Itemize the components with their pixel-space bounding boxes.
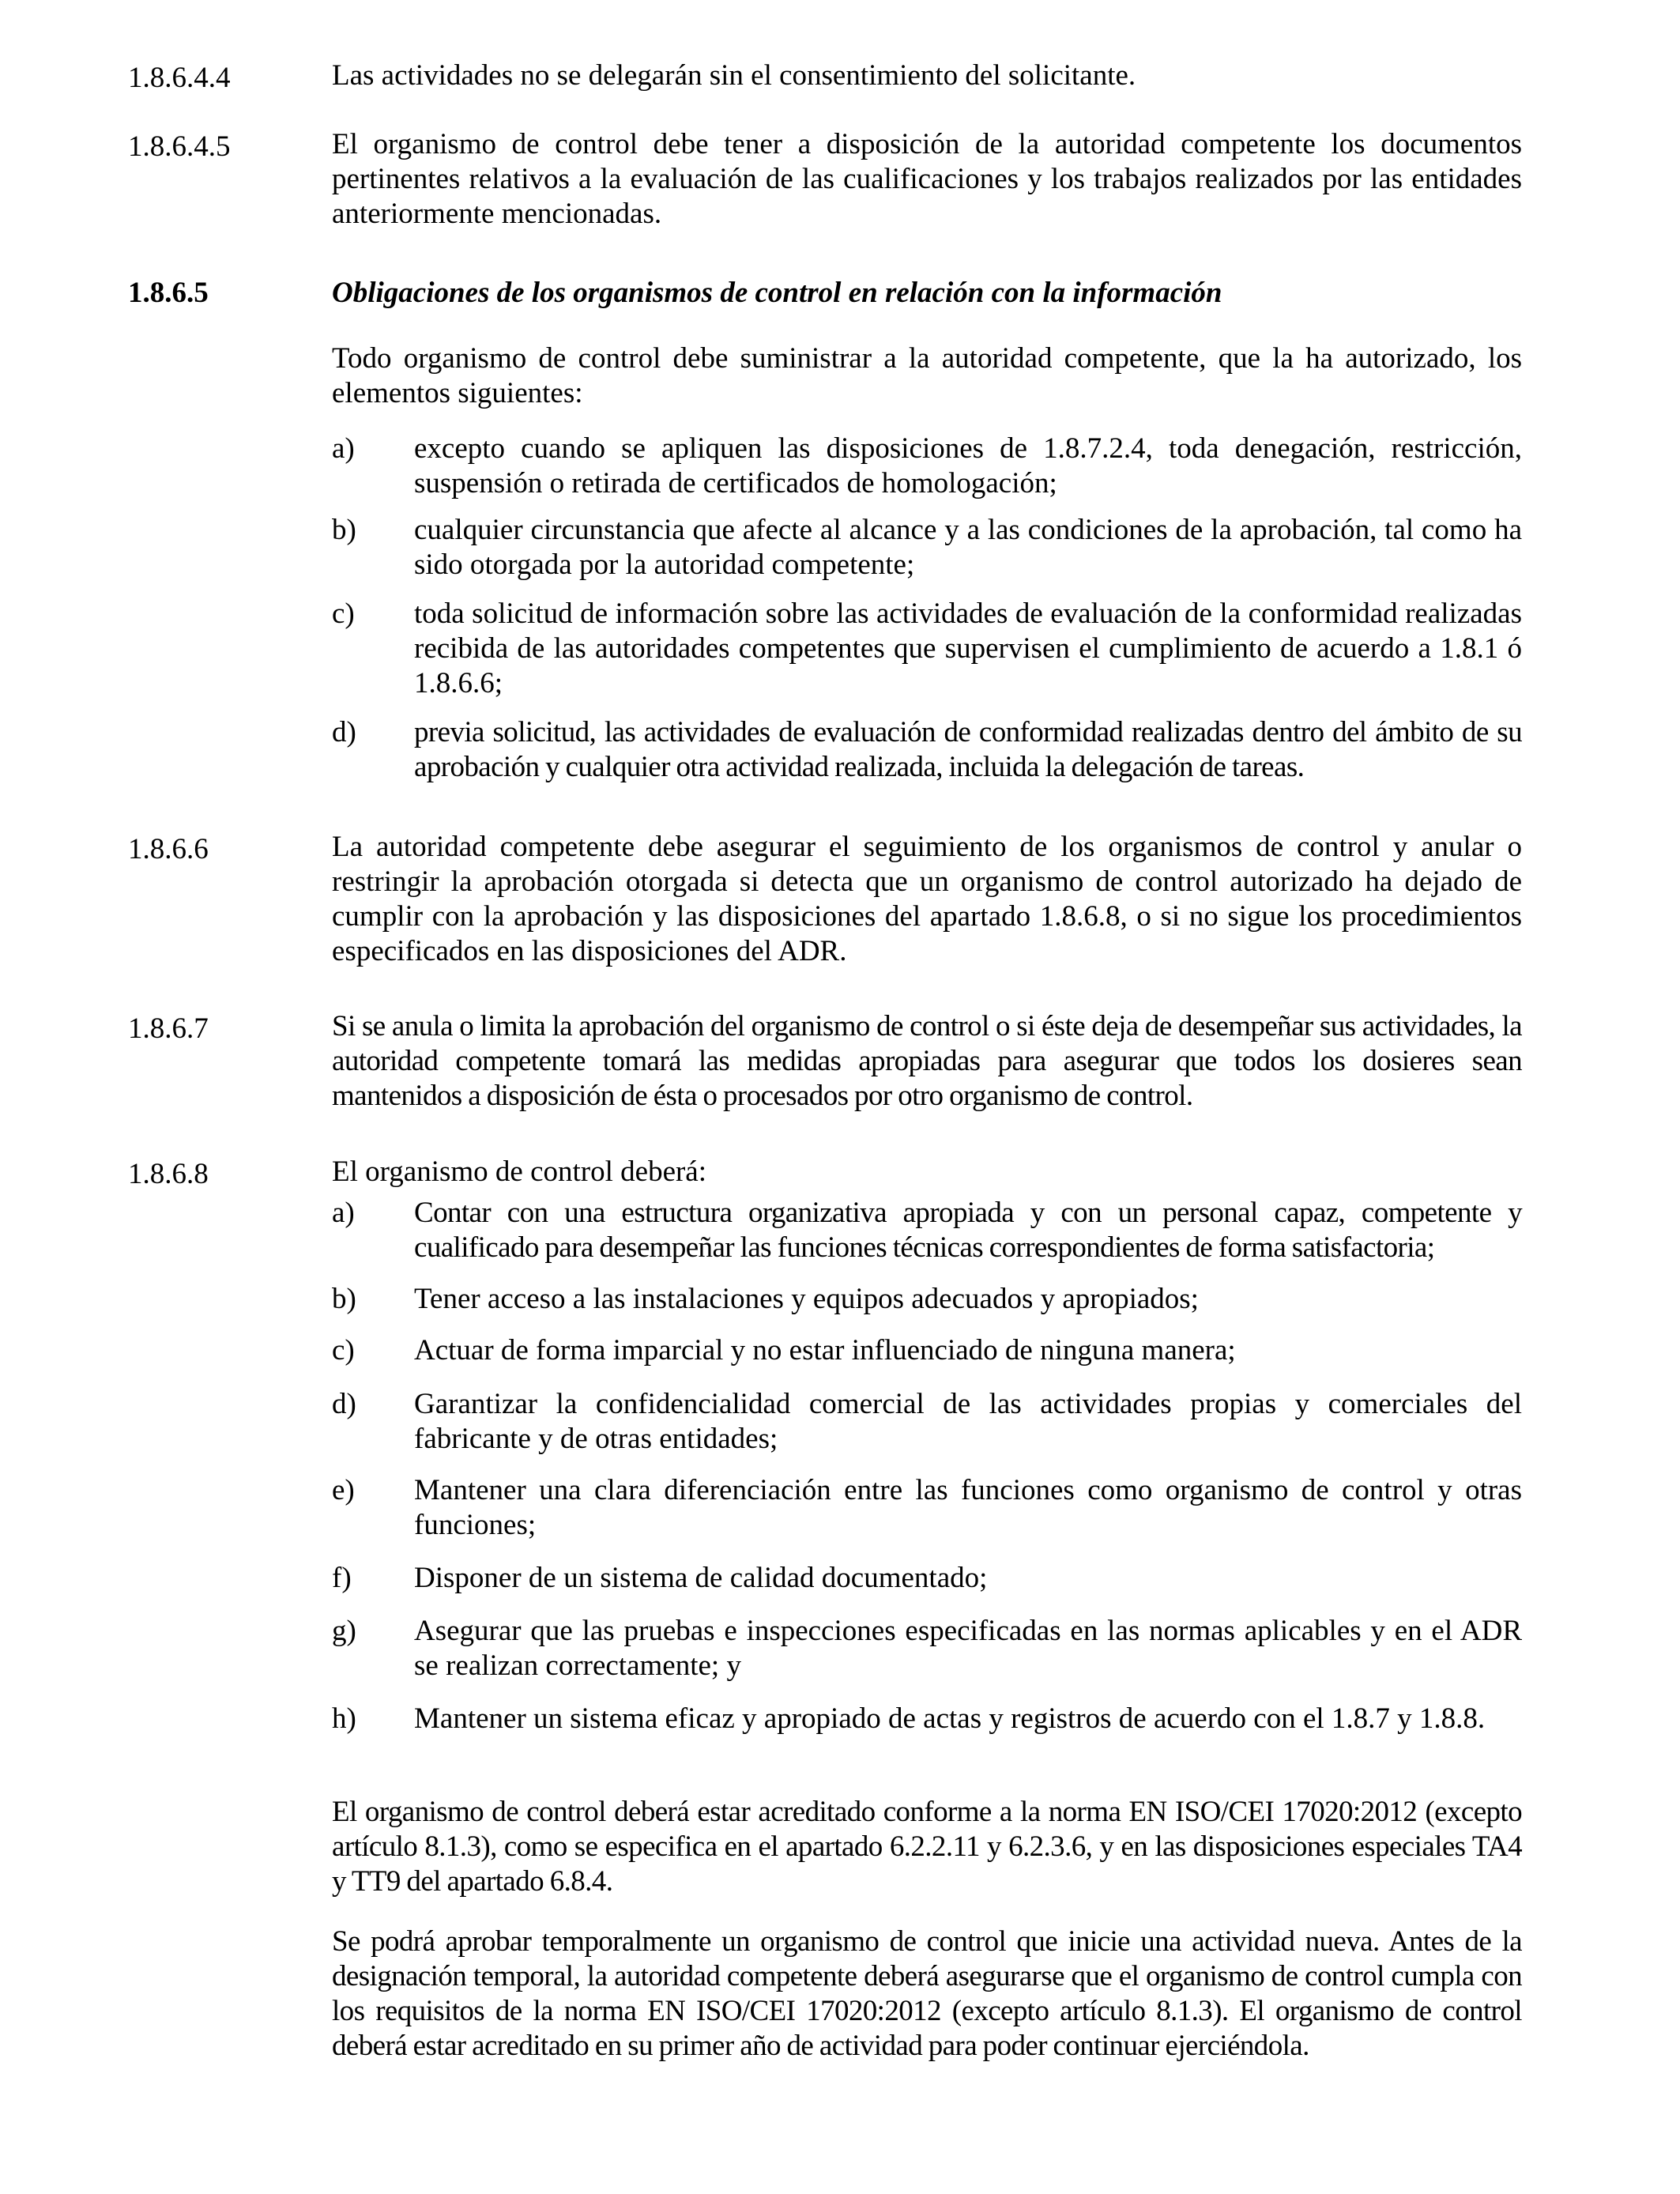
list-text: toda solicitud de información sobre las actividades de evaluación de la conformidad realizadas recibida de las autoridades competentes que supervisen el cumplimiento de acuerdo a 1.8.1 ó 1.8.6.6; (414, 598, 1522, 699)
list-text: cualquier circunstancia que afecte al alcance y a las condiciones de la aprobación, tal como ha sido otorgada por la autoridad competente; (414, 514, 1522, 581)
list-letter: d) (332, 1388, 356, 1420)
list-letter: b) (332, 1283, 356, 1315)
list-text: previa solicitud, las actividades de evaluación de conformidad realizadas dentro del ámbito de su aprobación y cualquier otra actividad realizada, incluida la delegación de tareas. (414, 716, 1522, 783)
list-text: Mantener un sistema eficaz y apropiado de actas y registros de acuerdo con el 1.8.7 y 1.8.8. (414, 1702, 1486, 1735)
section-intro: El organismo de control deberá: (332, 1155, 707, 1188)
section-paragraph: Si se anula o limita la aprobación del organismo de control o si éste deja de desempeñar sus actividades, la autoridad competente tomará las medidas apropiadas para asegurar que todos los dosieres sean mantenidos a disposición de ésta o procesados por otro organismo de control. (332, 1010, 1522, 1112)
section-number: 1.8.6.7 (128, 1012, 209, 1045)
section-paragraph: Las actividades no se delegarán sin el consentimiento del solicitante. (332, 59, 1136, 92)
list-text: Tener acceso a las instalaciones y equipos adecuados y apropiados; (414, 1283, 1199, 1315)
list-letter: e) (332, 1474, 355, 1506)
list-text: excepto cuando se apliquen las disposiciones de 1.8.7.2.4, toda denegación, restricción, suspensión o retirada de certificados de homologación; (414, 432, 1522, 499)
list-text: Contar con una estructura organizativa apropiada y con un personal capaz, competente y cualificado para desempeñar las funciones técnicas correspondientes de forma satisfactoria; (414, 1197, 1522, 1264)
section-number: 1.8.6.6 (128, 833, 209, 865)
list-letter: a) (332, 432, 355, 465)
list-letter: h) (332, 1702, 356, 1735)
list-text: Disponer de un sistema de calidad documentado; (414, 1562, 988, 1594)
section-intro: Todo organismo de control debe suministrar a la autoridad competente, que la ha autorizado, los elementos siguientes: (332, 342, 1522, 409)
section-heading: Obligaciones de los organismos de control en relación con la información (332, 277, 1222, 309)
section-number: 1.8.6.4.5 (128, 130, 231, 163)
section-number: 1.8.6.8 (128, 1158, 209, 1190)
list-letter: c) (332, 598, 355, 630)
list-text: Garantizar la confidencialidad comercial de las actividades propias y comerciales del fabricante y de otras entidades; (414, 1388, 1522, 1455)
list-letter: c) (332, 1334, 355, 1367)
list-letter: d) (332, 716, 356, 748)
closing-paragraph: Se podrá aprobar temporalmente un organismo de control que inicie una actividad nueva. Antes de la designación temporal, la autoridad competente deberá asegurarse que el organismo de control cumpla con los requisitos de la norma EN ISO/CEI 17020:2012 (excepto artículo 8.1.3). El organismo de control deberá estar acreditado en su primer año de actividad para poder continuar ejerciéndola. (332, 1925, 1522, 2062)
list-text: Actuar de forma imparcial y no estar influenciado de ninguna manera; (414, 1334, 1236, 1367)
closing-paragraph: El organismo de control deberá estar acreditado conforme a la norma EN ISO/CEI 17020:2012 (excepto artículo 8.1.3), como se especifica en el apartado 6.2.2.11 y 6.2.3.6, y en las disposiciones especiales TA4 y TT9 del apartado 6.8.4. (332, 1796, 1522, 1898)
section-paragraph: La autoridad competente debe asegurar el seguimiento de los organismos de control y anular o restringir la aprobación otorgada si detecta que un organismo de control autorizado ha dejado de cumplir con la aprobación y las disposiciones del apartado 1.8.6.8, o si no sigue los procedimientos especificados en las disposiciones del ADR. (332, 831, 1522, 967)
section-number: 1.8.6.5 (128, 277, 209, 309)
list-letter: f) (332, 1562, 352, 1594)
list-letter: a) (332, 1197, 355, 1229)
list-letter: g) (332, 1615, 356, 1647)
list-letter: b) (332, 514, 356, 546)
list-text: Asegurar que las pruebas e inspecciones especificadas en las normas aplicables y en el ADR se realizan correctamente; y (414, 1615, 1522, 1682)
list-text: Mantener una clara diferenciación entre las funciones como organismo de control y otras funciones; (414, 1474, 1522, 1541)
section-number: 1.8.6.4.4 (128, 62, 231, 94)
section-paragraph: El organismo de control debe tener a disposición de la autoridad competente los documentos pertinentes relativos a la evaluación de las cualificaciones y los trabajos realizados por las entidades anteriormente mencionadas. (332, 128, 1522, 230)
